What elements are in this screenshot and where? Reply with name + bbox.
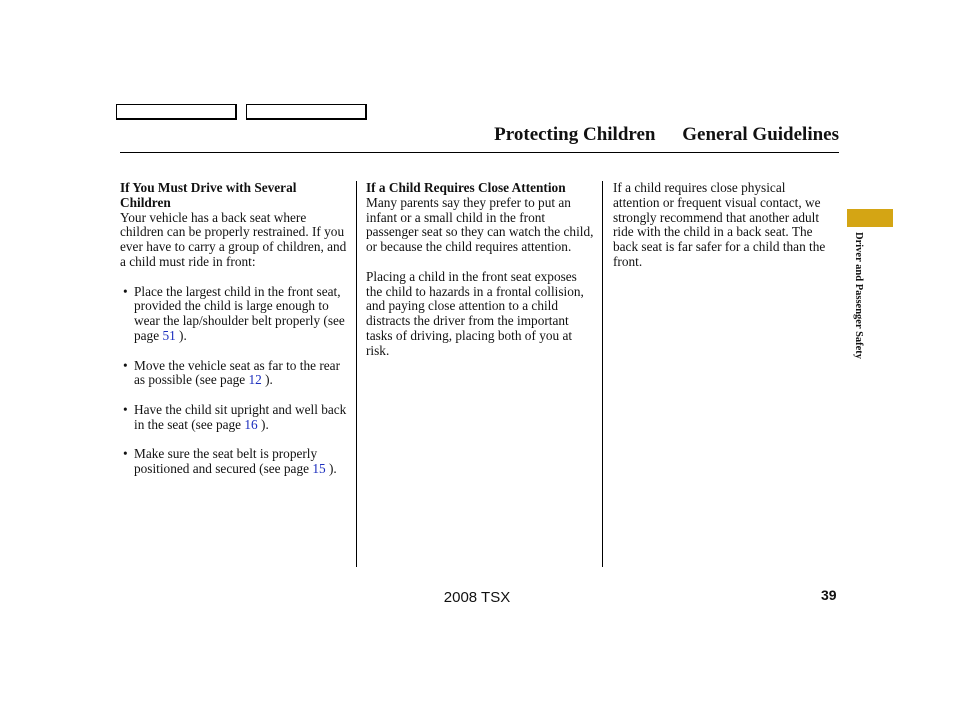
- section-tab[interactable]: [847, 209, 893, 227]
- bullet-list: [120, 285, 350, 477]
- col3-paragraph-1: If a child requires close physical attention or frequent visual contact, we strongly recommend that another adult ride with the child in a back seat. The back seat is far safer for a child than the front.: [613, 180, 826, 269]
- col2-paragraph-2: Placing a child in the front seat exposes the child to hazards in a frontal collision, and paying close attention to a child distracts the driver from the important tasks of driving, placing both of you at risk.: [366, 268, 584, 358]
- footer-model: 2008 TSX: [443, 589, 511, 606]
- page-number: 39: [821, 587, 837, 603]
- page-link-16[interactable]: 16: [244, 416, 258, 432]
- section-title: Protecting Children: [494, 124, 656, 145]
- list-item: • Make sure the seat belt is properly positioned and secured (see page 15 ).: [120, 447, 350, 477]
- next-page-button[interactable]: [246, 104, 367, 120]
- page-link-12[interactable]: 12: [248, 372, 262, 388]
- col1-intro: Your vehicle has a back seat where children can be properly restrained. If you ever have to carry a group of children, and a child must ride in front:: [120, 209, 347, 269]
- column-2: [366, 181, 596, 359]
- column-divider: [356, 181, 357, 567]
- column-divider: [602, 181, 603, 567]
- page-header: [472, 124, 839, 146]
- side-section-label: Driver and Passenger Safety: [853, 232, 864, 360]
- column-1: [120, 181, 350, 477]
- previous-page-button[interactable]: [116, 104, 237, 120]
- column-3: [613, 181, 829, 270]
- subsection-title: General Guidelines: [682, 124, 839, 145]
- list-item: • Place the largest child in the front seat, provided the child is large enough to wear the lap/shoulder belt properly (see page 51 ).: [120, 285, 350, 344]
- page-link-51[interactable]: 51: [162, 327, 176, 343]
- header-rule: [120, 152, 839, 153]
- col2-paragraph-1: Many parents say they prefer to put an infant or a small child in the front passenger seat so they can watch the child, or because the child requires attention.: [366, 194, 594, 255]
- page-link-15[interactable]: 15: [312, 461, 326, 477]
- list-item: • Move the vehicle seat as far to the rear as possible (see page 12 ).: [120, 359, 350, 389]
- col2-heading: If a Child Requires Close Attention: [366, 180, 566, 195]
- col1-heading: If You Must Drive with Several Children: [120, 180, 297, 210]
- list-item: • Have the child sit upright and well back in the seat (see page 16 ).: [120, 403, 350, 433]
